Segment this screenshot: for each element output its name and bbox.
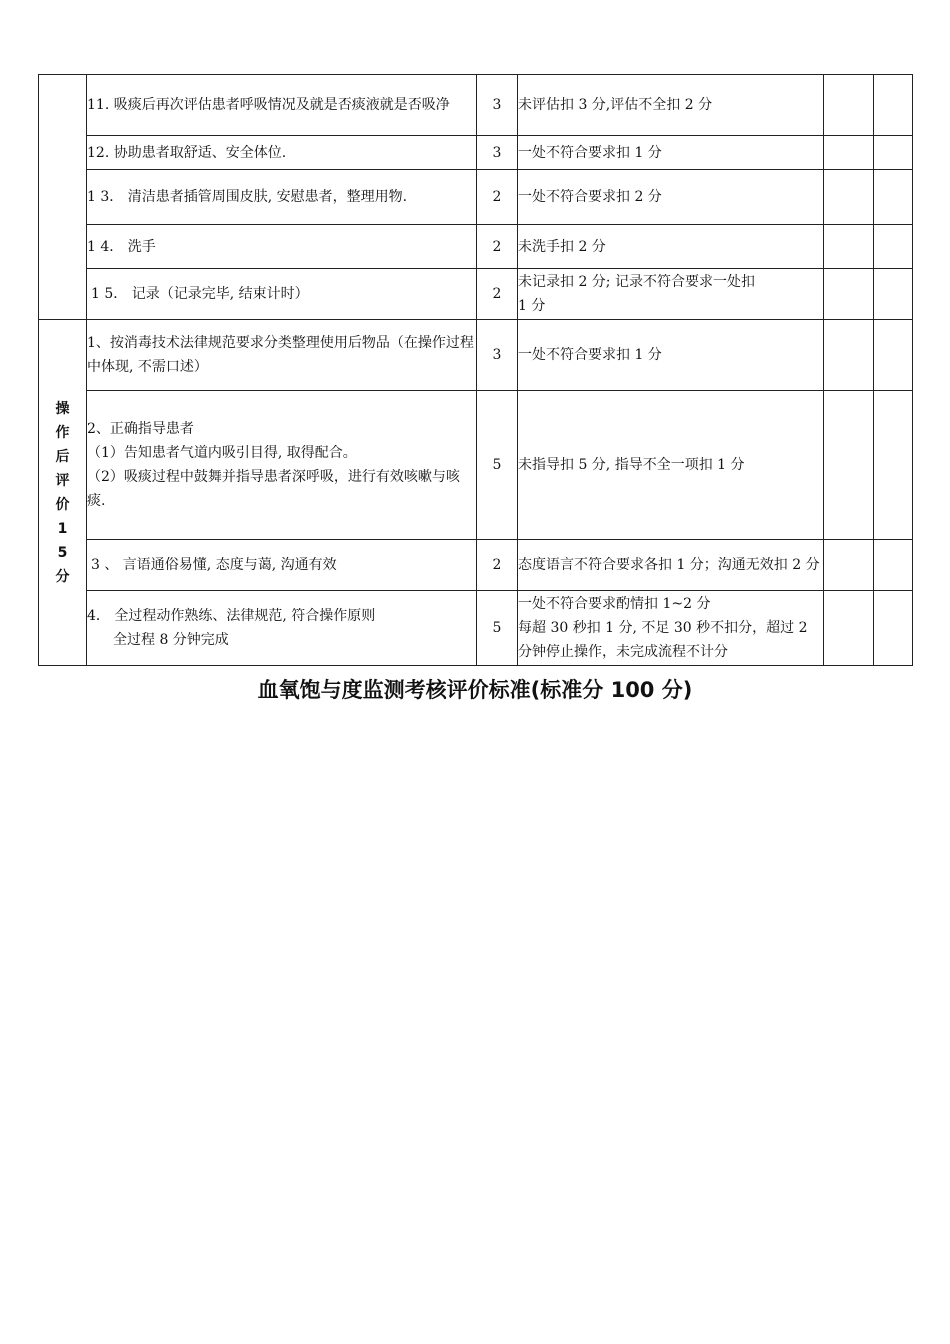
deduction-cell [518,269,824,320]
blank-cell [874,170,913,225]
score-cell: 3 [477,75,518,136]
blank-cell [874,225,913,269]
item-text: 2、正确指导患者 [87,421,194,437]
blank-cell [824,269,874,320]
table-row [39,591,913,666]
blank-cell [874,136,913,170]
item-cell [87,391,477,540]
deduction-text: 未记录扣 2 分; 记录不符合要求一处扣 [518,274,755,290]
item-cell [87,170,477,225]
blank-cell [824,136,874,170]
deduction-text: 1 分 [518,298,546,314]
evaluation-table [38,74,913,666]
table-row [39,136,913,170]
category-cell-blank [39,75,87,320]
blank-cell [824,320,874,391]
deduction-cell [518,75,824,136]
score-cell: 2 [477,170,518,225]
score-cell: 3 [477,320,518,391]
table-row [39,269,913,320]
item-text: 1 5． 记录（记录完毕, 结束计时） [91,286,309,302]
deduction-text: 未洗手扣 2 分 [518,238,606,255]
table-row [39,540,913,591]
table-row [39,391,913,540]
score-cell: 2 [477,540,518,591]
category-label: 操作后评价15分 [55,400,70,585]
blank-cell [824,170,874,225]
blank-cell [874,391,913,540]
deduction-text: 一处不符合要求扣 1 分 [518,144,662,161]
table-row [39,320,913,391]
deduction-cell [518,391,824,540]
blank-cell [824,391,874,540]
blank-cell [824,225,874,269]
blank-cell [874,540,913,591]
deduction-cell [518,320,824,391]
deduction-cell [518,170,824,225]
deduction-text: 一处不符合要求扣 1 分 [518,347,662,363]
blank-cell [874,591,913,666]
item-text: 1 4． 洗手 [87,238,156,255]
item-cell [87,75,477,136]
blank-cell [824,591,874,666]
item-text: （2）吸痰过程中鼓舞并指导患者深呼吸，进行有效咳嗽与咳痰. [87,469,460,509]
item-text: （1）告知患者气道内吸引目得, 取得配合。 [87,445,357,461]
deduction-text: 态度语言不符合要求各扣 1 分；沟通无效扣 2 分 [518,557,820,573]
item-text: 1 3． 清洁患者插管周围皮肤, 安慰患者，整理用物. [87,189,408,205]
item-text: 4． 全过程动作熟练、法律规范, 符合操作原则 [87,608,376,624]
item-text: 全过程 8 分钟完成 [113,632,229,648]
blank-cell [874,269,913,320]
item-cell [87,320,477,391]
deduction-cell [518,540,824,591]
score-cell: 5 [477,391,518,540]
deduction-cell [518,225,824,269]
document-title: 血氧饱与度监测考核评价标准(标准分 100 分) [257,678,693,702]
item-text: 1、按消毒技术法律规范要求分类整理使用后物品（在操作过程中体现, 不需口述） [87,335,474,375]
item-cell [87,540,477,591]
deduction-text: 未评估扣 3 分,评估不全扣 2 分 [518,97,713,113]
item-cell [87,591,477,666]
deduction-text: 一处不符合要求扣 2 分 [518,189,662,205]
blank-cell [824,75,874,136]
blank-cell [824,540,874,591]
deduction-text: 一处不符合要求酌情扣 1~2 分 [518,596,711,612]
item-cell [87,269,477,320]
blank-cell [874,320,913,391]
deduction-text: 每超 30 秒扣 1 分, 不足 30 秒不扣分，超过 2 分钟停止操作，未完成流程不计分 [518,620,808,660]
category-cell [39,320,87,666]
score-cell: 2 [477,225,518,269]
item-text: 12. 协助患者取舒适、安全体位. [87,144,287,161]
item-cell [87,136,477,170]
deduction-cell [518,591,824,666]
table-row [39,75,913,136]
deduction-text: 未指导扣 5 分, 指导不全一项扣 1 分 [518,457,745,473]
score-cell: 2 [477,269,518,320]
score-cell: 3 [477,136,518,170]
deduction-cell [518,136,824,170]
item-text: 11. 吸痰后再次评估患者呼吸情况及就是否痰液就是否吸净 [87,97,450,113]
item-cell [87,225,477,269]
table-row [39,170,913,225]
table-row [39,225,913,269]
item-text: 3 、 言语通俗易懂, 态度与蔼, 沟通有效 [91,557,337,573]
blank-cell [874,75,913,136]
score-cell: 5 [477,591,518,666]
